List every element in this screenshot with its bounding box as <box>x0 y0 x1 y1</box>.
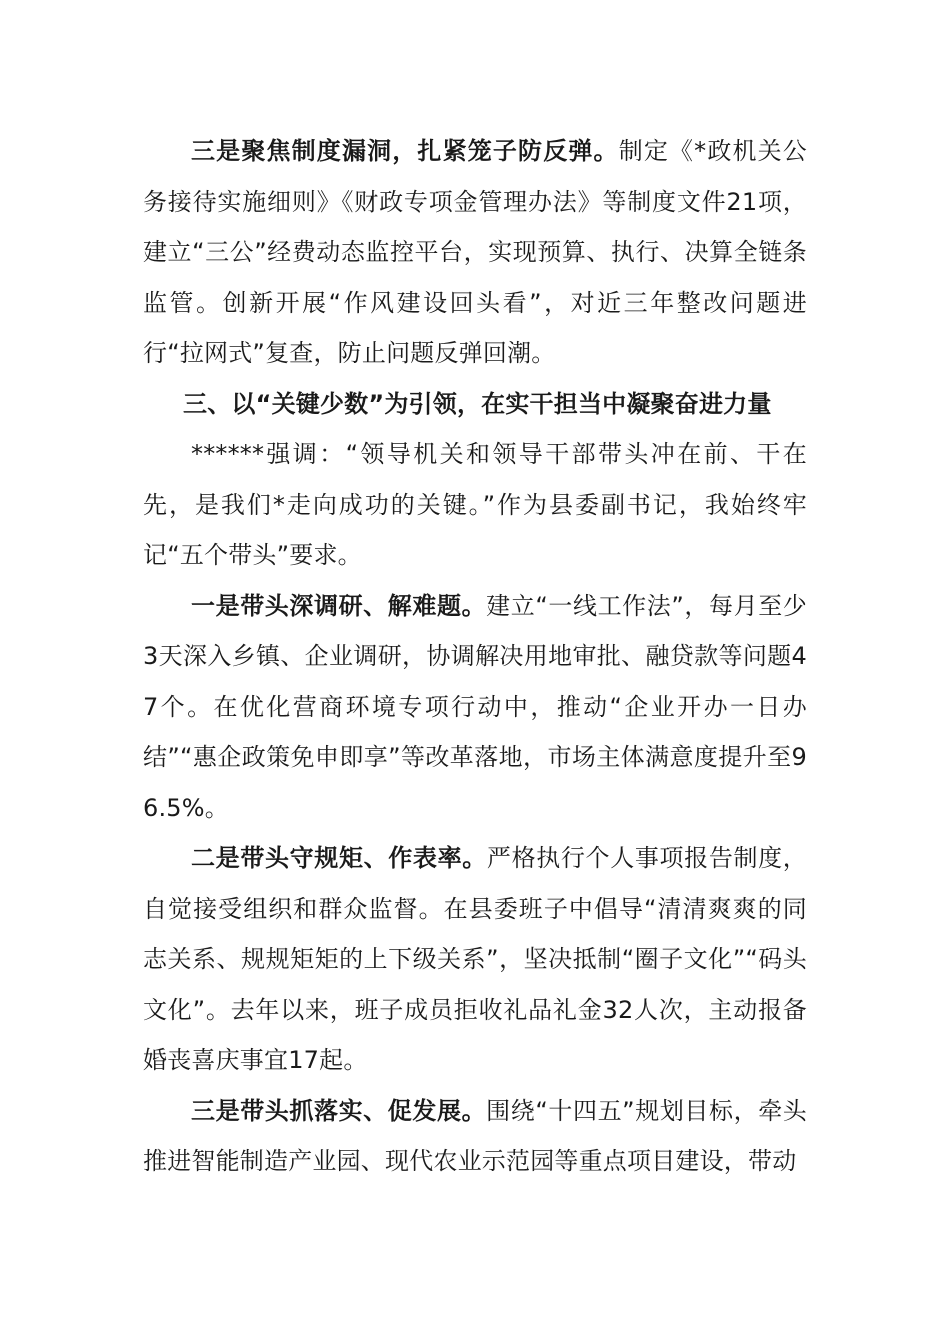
paragraph-institutional-loopholes <box>143 126 807 379</box>
paragraph-body: 制定《*政机关公务接待实施细则》《财政专项金管理办法》等制度文件21项，建立“三公”经费动态监控平台，实现预算、执行、决算全链条监管。创新开展“作风建设回头看”，对近三年整改问题进行“拉网式”复查，防止问题反弹回潮。 <box>143 137 807 367</box>
paragraph-lead: 一是带头深调研、解难题。 <box>191 591 487 620</box>
paragraph-research <box>143 581 807 834</box>
paragraph-implementation <box>143 1086 807 1187</box>
paragraph-quote <box>143 429 807 581</box>
paragraph-lead: 二是带头守规矩、作表率。 <box>191 844 487 872</box>
paragraph-rules <box>143 833 807 1086</box>
paragraph-body: 严格执行个人事项报告制度，自觉接受组织和群众监督。在县委班子中倡导“清清爽爽的同志关系、规规矩矩的上下级关系”，坚决抵制“圈子文化”“码头文化”。去年以来，班子成员拒收礼品礼金32人次，主动报备婚丧喜庆事宜17起。 <box>143 844 807 1074</box>
paragraph-lead: 三是聚焦制度漏洞，扎紧笼子防反弹。 <box>191 137 619 165</box>
paragraph-body: 建立“一线工作法”，每月至少3天深入乡镇、企业调研，协调解决用地审批、融贷款等问题47个。在优化营商环境专项行动中，推动“企业开办一日办结”“惠企政策免申即享”等改革落地，市场主体满意度提升至96.5%。 <box>143 591 807 822</box>
document-page <box>143 126 807 1187</box>
section-heading: 三、以“关键少数”为引领，在实干担当中凝聚奋进力量 <box>183 389 772 418</box>
paragraph-body: 围绕“十四五”规划目标，牵头推进智能制造产业园、现代农业示范园等重点项目建设，带动 <box>143 1096 807 1175</box>
paragraph-lead: 三是带头抓落实、促发展。 <box>191 1096 487 1125</box>
paragraph-body: ******强调：“领导机关和领导干部带头冲在前、干在先，是我们*走向成功的关键。”作为县委副书记，我始终牢记“五个带头”要求。 <box>143 440 807 569</box>
